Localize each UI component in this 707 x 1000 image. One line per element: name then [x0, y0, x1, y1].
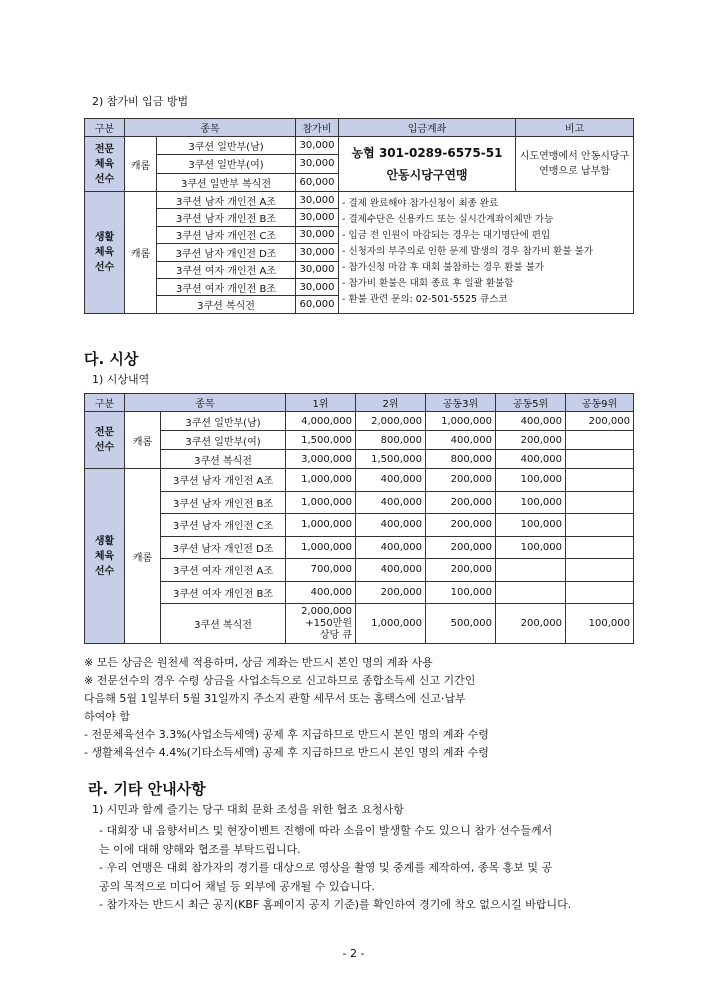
fee-amount: 30,000: [296, 155, 339, 173]
prize-amount: [496, 581, 566, 604]
prize-amount: 200,000: [426, 559, 496, 582]
prize-amount: 200,000: [356, 581, 426, 604]
fee-header-note: 비고: [516, 119, 634, 137]
prize-event: 3쿠션 일반부(남): [161, 412, 286, 431]
prize-event: 3쿠션 남자 개인전 A조: [161, 469, 286, 492]
fee-note-line: - 신청자의 부주의로 인한 문제 발생의 경우 참가비 환불 불가: [342, 246, 593, 258]
fee-account-number: 농협 301-0289-6575-51: [351, 146, 503, 160]
prize-amount: 200,000: [566, 412, 634, 431]
fee-note-line: - 결제 완료해야 참가신청이 최종 완료: [342, 198, 499, 210]
prize-amount: 400,000: [356, 514, 426, 537]
fee-note-line: - 결제수단은 신용카드 또는 실시간계좌이체만 가능: [342, 214, 554, 226]
etc-lines: [99, 822, 571, 915]
fee-event: 3쿠션 남자 개인전 C조: [157, 226, 296, 243]
prize-event: 3쿠션 여자 개인전 B조: [161, 581, 286, 604]
prize-row: [85, 559, 634, 582]
prize-amount: 200,000: [426, 469, 496, 492]
prize-amount: 1,000,000: [286, 469, 356, 492]
fee-amount: 30,000: [296, 209, 339, 226]
prize-amount: 400,000: [356, 536, 426, 559]
prize-category-pro: 전문 선수: [85, 412, 125, 469]
prize-row: [85, 514, 634, 537]
prize-header-event: 종목: [125, 394, 286, 412]
prize-amount: [566, 469, 634, 492]
prize-amount: 100,000: [566, 604, 634, 644]
fee-header-fee: 참가비: [296, 119, 339, 137]
prize-amount: 1,500,000: [286, 431, 356, 450]
prize-amount: 4,000,000: [286, 412, 356, 431]
prize-amount: 100,000: [496, 514, 566, 537]
fee-category-pro: 전문 체육 선수: [85, 137, 125, 192]
prize-amount: 500,000: [426, 604, 496, 644]
prize-header-3rd: 공동3위: [426, 394, 496, 412]
prize-category-amateur: 생활 체육 선수: [85, 469, 125, 644]
prize-amount: 400,000: [356, 559, 426, 582]
fee-notes: [339, 192, 634, 314]
prize-heading: 1) 시상내역: [92, 373, 150, 386]
etc-heading: 1) 시민과 함께 즐기는 당구 대회 문화 조성을 위한 협조 요청사항: [92, 803, 404, 816]
prize-row: [85, 604, 634, 644]
fee-event: 3쿠션 일반부 복식전: [157, 173, 296, 191]
fee-amount: 30,000: [296, 192, 339, 209]
fee-event: 3쿠션 복식전: [157, 296, 296, 313]
fee-event: 3쿠션 일반부(남): [157, 137, 296, 155]
page-number: - 2 -: [342, 947, 365, 960]
fee-category-amateur: 생활 체육 선수: [85, 192, 125, 314]
fee-header-account: 입금계좌: [339, 119, 516, 137]
prize-amount: 200,000: [426, 514, 496, 537]
prize-row: [85, 581, 634, 604]
prize-amount: [566, 581, 634, 604]
prize-amount: 400,000: [356, 469, 426, 492]
etc-line: - 대회장 내 음향서비스 및 현장이벤트 진행에 따라 소음이 발생할 수도 있으니 참가 선수들께서: [99, 824, 553, 837]
prize-amount: 400,000: [496, 412, 566, 431]
fee-amount: 30,000: [296, 278, 339, 295]
prize-amount: [566, 450, 634, 469]
fee-amount: 30,000: [296, 137, 339, 155]
prize-event: 3쿠션 남자 개인전 B조: [161, 491, 286, 514]
fee-amount: 30,000: [296, 261, 339, 278]
fee-account: [339, 137, 516, 192]
prize-note-line: ※ 모든 상금은 원천세 적용하며, 상금 계좌는 반드시 본인 명의 계좌 사용: [84, 656, 433, 669]
fee-sub-amateur: 캐롬: [125, 192, 157, 314]
prize-note-line: - 생활체육선수 4.4%(기타소득세액) 공제 후 지급하므로 반드시 본인 명의 계좌 수령: [84, 746, 489, 759]
fee-amount: 60,000: [296, 173, 339, 191]
fee-header-category: 구분: [85, 119, 125, 137]
prize-amount: 2,000,000: [356, 412, 426, 431]
fee-note: 시도연맹에서 안동시당구연맹으로 납부함: [516, 137, 634, 192]
prize-amount: [566, 431, 634, 450]
prize-event: 3쿠션 남자 개인전 D조: [161, 536, 286, 559]
prize-amount: 1,000,000: [286, 536, 356, 559]
fee-heading: 2) 참가비 입금 방법: [92, 95, 189, 108]
fee-amount: 30,000: [296, 226, 339, 243]
prize-amount: 100,000: [496, 469, 566, 492]
fee-event: 3쿠션 여자 개인전 B조: [157, 278, 296, 295]
prize-header-2nd: 2위: [356, 394, 426, 412]
fee-note-line: - 참가신청 마감 후 대회 불참하는 경우 환불 불가: [342, 262, 544, 274]
fee-note-line: - 입금 전 인원이 마감되는 경우는 대기명단에 편입: [342, 230, 551, 242]
prize-header-5th: 공동5위: [496, 394, 566, 412]
prize-event: 3쿠션 남자 개인전 C조: [161, 514, 286, 537]
prize-amount: 1,000,000: [286, 514, 356, 537]
prize-amount: 700,000: [286, 559, 356, 582]
prize-row: [85, 412, 634, 431]
prize-row: [85, 469, 634, 492]
fee-event: 3쿠션 남자 개인전 B조: [157, 209, 296, 226]
prize-event: 3쿠션 일반부(여): [161, 431, 286, 450]
prize-amount: 200,000: [496, 604, 566, 644]
prize-amount: [566, 491, 634, 514]
prize-event: 3쿠션 복식전: [161, 450, 286, 469]
prize-amount: [566, 514, 634, 537]
prize-amount: 800,000: [356, 431, 426, 450]
fee-amount: 30,000: [296, 244, 339, 261]
fee-sub-pro: 캐롬: [125, 137, 157, 192]
prize-table: [84, 393, 634, 644]
fee-row: [85, 192, 634, 209]
prize-row: [85, 536, 634, 559]
fee-event: 3쿠션 여자 개인전 A조: [157, 261, 296, 278]
prize-note-line: 하여야 함: [84, 710, 131, 723]
prize-amount: 200,000: [496, 431, 566, 450]
prize-notes: [84, 654, 489, 762]
fee-event: 3쿠션 남자 개인전 A조: [157, 192, 296, 209]
fee-note-line: - 환불 관련 문의: 02-501-5525 큐스코: [342, 294, 508, 306]
fee-event: 3쿠션 일반부(여): [157, 155, 296, 173]
prize-amount: 100,000: [496, 491, 566, 514]
fee-amount: 60,000: [296, 296, 339, 313]
prize-amount: 200,000: [426, 491, 496, 514]
prize-amount: 400,000: [356, 491, 426, 514]
prize-amount: 800,000: [426, 450, 496, 469]
prize-amount: 1,000,000: [356, 604, 426, 644]
prize-header-category: 구분: [85, 394, 125, 412]
prize-event: 3쿠션 복식전: [161, 604, 286, 644]
etc-line: - 우리 연맹은 대회 참가자의 경기를 대상으로 영상을 촬영 및 중계를 제작하여, 종목 홍보 및 공: [99, 861, 553, 874]
prize-event: 3쿠션 여자 개인전 A조: [161, 559, 286, 582]
prize-header-9th: 공동9위: [566, 394, 634, 412]
prize-amount: 2,000,000 +150만원 상당 큐: [286, 604, 356, 644]
fee-event: 3쿠션 남자 개인전 D조: [157, 244, 296, 261]
fee-row: [85, 137, 634, 155]
etc-title: 라. 기타 안내사항: [88, 780, 206, 798]
prize-amount: 1,000,000: [426, 412, 496, 431]
fee-table: [84, 118, 634, 314]
prize-amount: 1,500,000: [356, 450, 426, 469]
prize-amount: 100,000: [496, 536, 566, 559]
fee-note-line: - 참가비 환불은 대회 종료 후 일괄 환불함: [342, 278, 514, 290]
prize-sub-amateur: 캐롬: [125, 469, 161, 644]
prize-title: 다. 시상: [84, 350, 139, 368]
prize-row: [85, 431, 634, 450]
fee-account-holder: 안동시당구연맹: [386, 168, 468, 182]
prize-row: [85, 450, 634, 469]
prize-row: [85, 491, 634, 514]
prize-header-1st: 1위: [286, 394, 356, 412]
prize-amount: [566, 559, 634, 582]
prize-amount: 400,000: [496, 450, 566, 469]
prize-amount: 1,000,000: [286, 491, 356, 514]
prize-amount: 200,000: [426, 536, 496, 559]
prize-amount: [496, 559, 566, 582]
prize-note-line: - 전문체육선수 3.3%(사업소득세액) 공제 후 지급하므로 반드시 본인 명의 계좌 수령: [84, 728, 489, 741]
etc-line: 공의 목적으로 미디어 채널 등 외부에 공개될 수 있습니다.: [99, 879, 375, 893]
fee-header-event: 종목: [125, 119, 296, 137]
prize-note-line: 다음해 5월 1일부터 5월 31일까지 주소지 관할 세무서 또는 홈택스에 신고·납부: [84, 692, 466, 705]
prize-sub-pro: 캐롬: [125, 412, 161, 469]
etc-line: 는 이에 대해 양해와 협조를 부탁드립니다.: [99, 842, 301, 856]
etc-line: - 참가자는 반드시 최근 공지(KBF 홈페이지 공지 기준)를 확인하여 경기에 착오 없으시길 바랍니다.: [99, 898, 572, 911]
prize-amount: 400,000: [286, 581, 356, 604]
prize-amount: 400,000: [426, 431, 496, 450]
prize-note-line: ※ 전문선수의 경우 수령 상금을 사업소득으로 신고하므로 종합소득세 신고 기간인: [84, 674, 476, 687]
prize-amount: [566, 536, 634, 559]
prize-amount: 3,000,000: [286, 450, 356, 469]
prize-amount: 100,000: [426, 581, 496, 604]
